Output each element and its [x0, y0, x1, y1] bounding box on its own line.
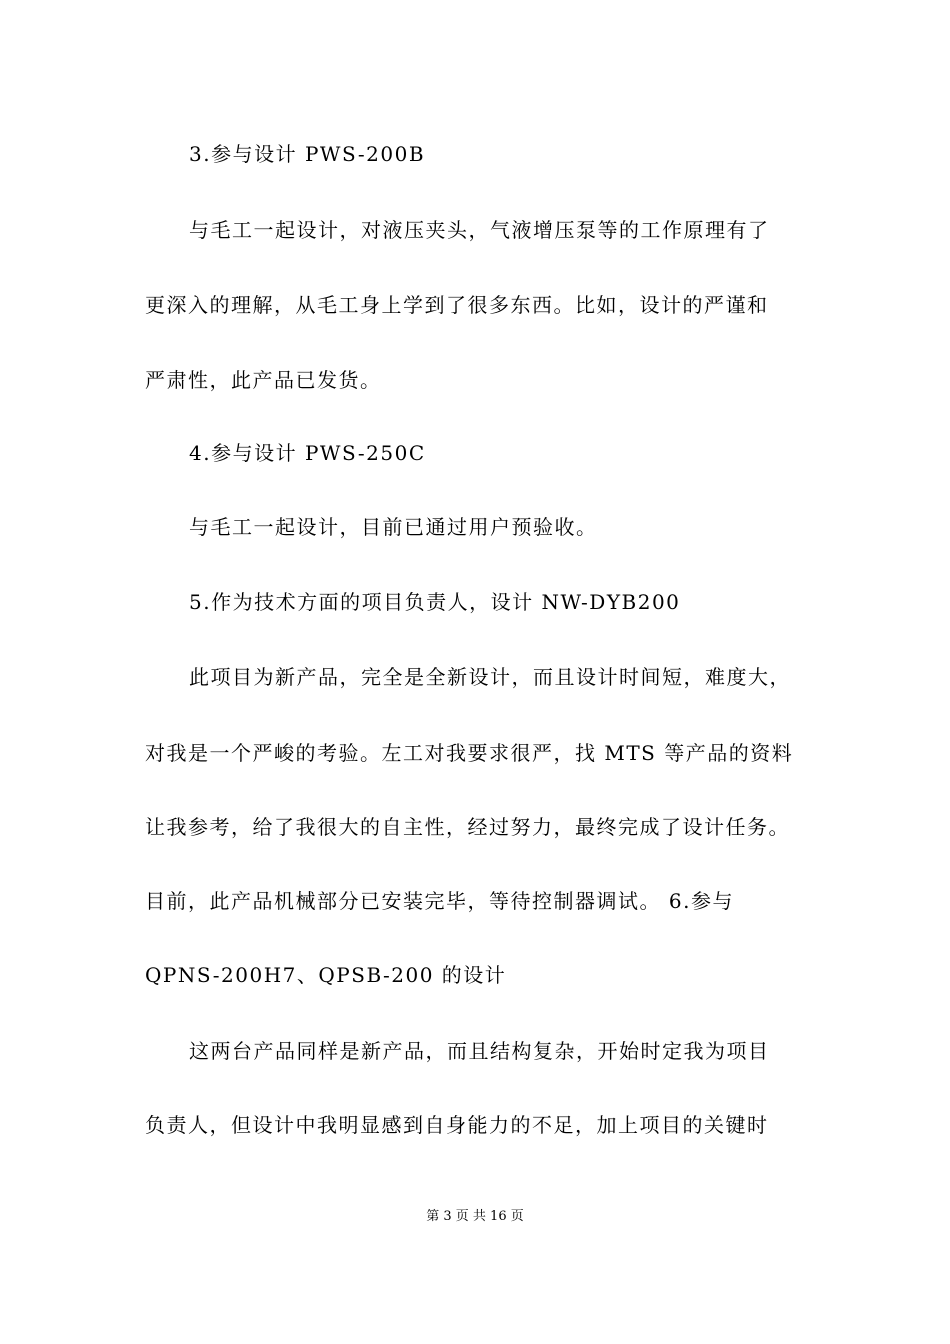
paragraph-line-14: 负责人，但设计中我明显感到自身能力的不足，加上项目的关键时 — [145, 1113, 769, 1137]
paragraph-line-2: 与毛工一起设计，对液压夹头，气液增压泵等的工作原理有了 — [189, 218, 770, 242]
paragraph-line-3: 更深入的理解，从毛工身上学到了很多东西。比如，设计的严谨和 — [145, 293, 769, 317]
paragraph-line-9: 对我是一个严峻的考验。左工对我要求很严，找 MTS 等产品的资料 — [145, 741, 794, 765]
paragraph-line-5: 4.参与设计 PWS-250C — [189, 441, 426, 465]
paragraph-line-11: 目前，此产品机械部分已安装完毕，等待控制器调试。 6.参与 — [145, 889, 734, 913]
paragraph-line-6: 与毛工一起设计，目前已通过用户预验收。 — [189, 515, 598, 539]
paragraph-line-13: 这两台产品同样是新产品，而且结构复杂，开始时定我为项目 — [189, 1039, 770, 1063]
paragraph-line-10: 让我参考，给了我很大的自主性，经过努力，最终完成了设计任务。 — [145, 815, 790, 839]
paragraph-line-4: 严肃性，此产品已发货。 — [145, 368, 382, 392]
paragraph-line-8: 此项目为新产品，完全是全新设计，而且设计时间短，难度大， — [189, 665, 791, 689]
paragraph-line-12: QPNS-200H7、QPSB-200 的设计 — [145, 963, 507, 987]
paragraph-line-7: 5.作为技术方面的项目负责人，设计 NW-DYB200 — [189, 590, 681, 614]
paragraph-line-1: 3.参与设计 PWS-200B — [189, 142, 426, 166]
page-number-footer: 第 3 页 共 16 页 — [426, 1209, 524, 1224]
